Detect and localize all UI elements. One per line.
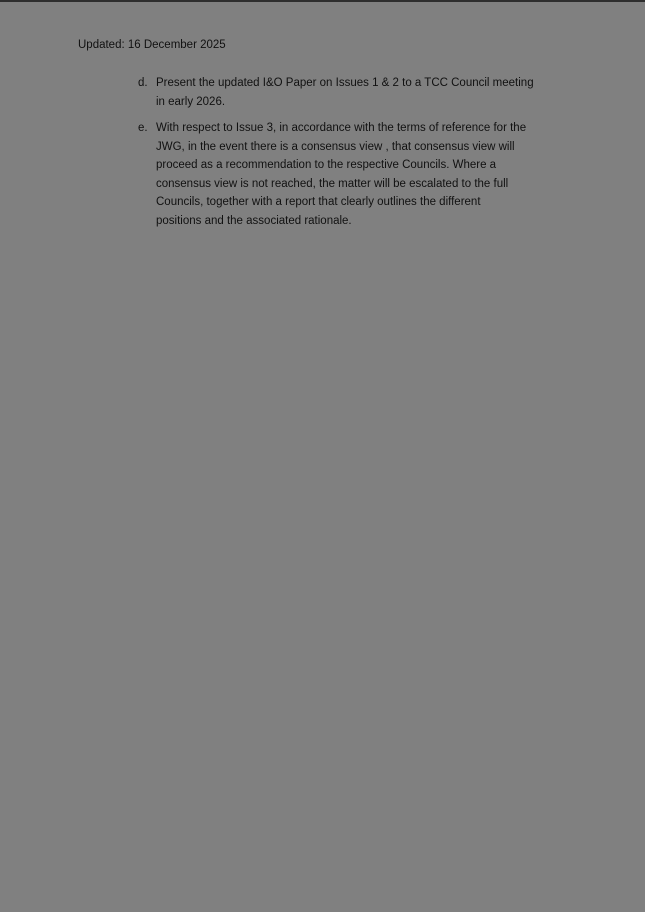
text-line: positions and the associated rationale. bbox=[156, 214, 352, 227]
text-line: consensus view is not reached, the matter will be escalated to the full bbox=[156, 177, 509, 190]
list-item-marker: e. bbox=[138, 122, 148, 134]
list-item-e bbox=[138, 119, 578, 230]
text-line: With respect to Issue 3, in accordance with the terms of reference for the bbox=[156, 122, 527, 134]
text-line: JWG, in the event there is a consensus view , that consensus view will bbox=[156, 140, 515, 153]
text-line: Councils, together with a report that clearly outlines the different bbox=[156, 196, 481, 208]
text-line: in early 2026. bbox=[156, 95, 226, 108]
list-item-text bbox=[156, 119, 568, 230]
top-edge-line bbox=[0, 0, 645, 2]
list-item-marker: d. bbox=[138, 77, 148, 89]
list-item-d bbox=[138, 74, 578, 111]
updated-date-label: Updated: 16 December 2025 bbox=[78, 39, 226, 51]
text-line: Present the updated I&O Paper on Issues 1 & 2 to a TCC Council meeting bbox=[156, 77, 534, 89]
text-line: proceed as a recommendation to the respective Councils. Where a bbox=[156, 159, 497, 171]
list-item-text bbox=[156, 74, 568, 111]
action-items-list bbox=[138, 74, 578, 238]
